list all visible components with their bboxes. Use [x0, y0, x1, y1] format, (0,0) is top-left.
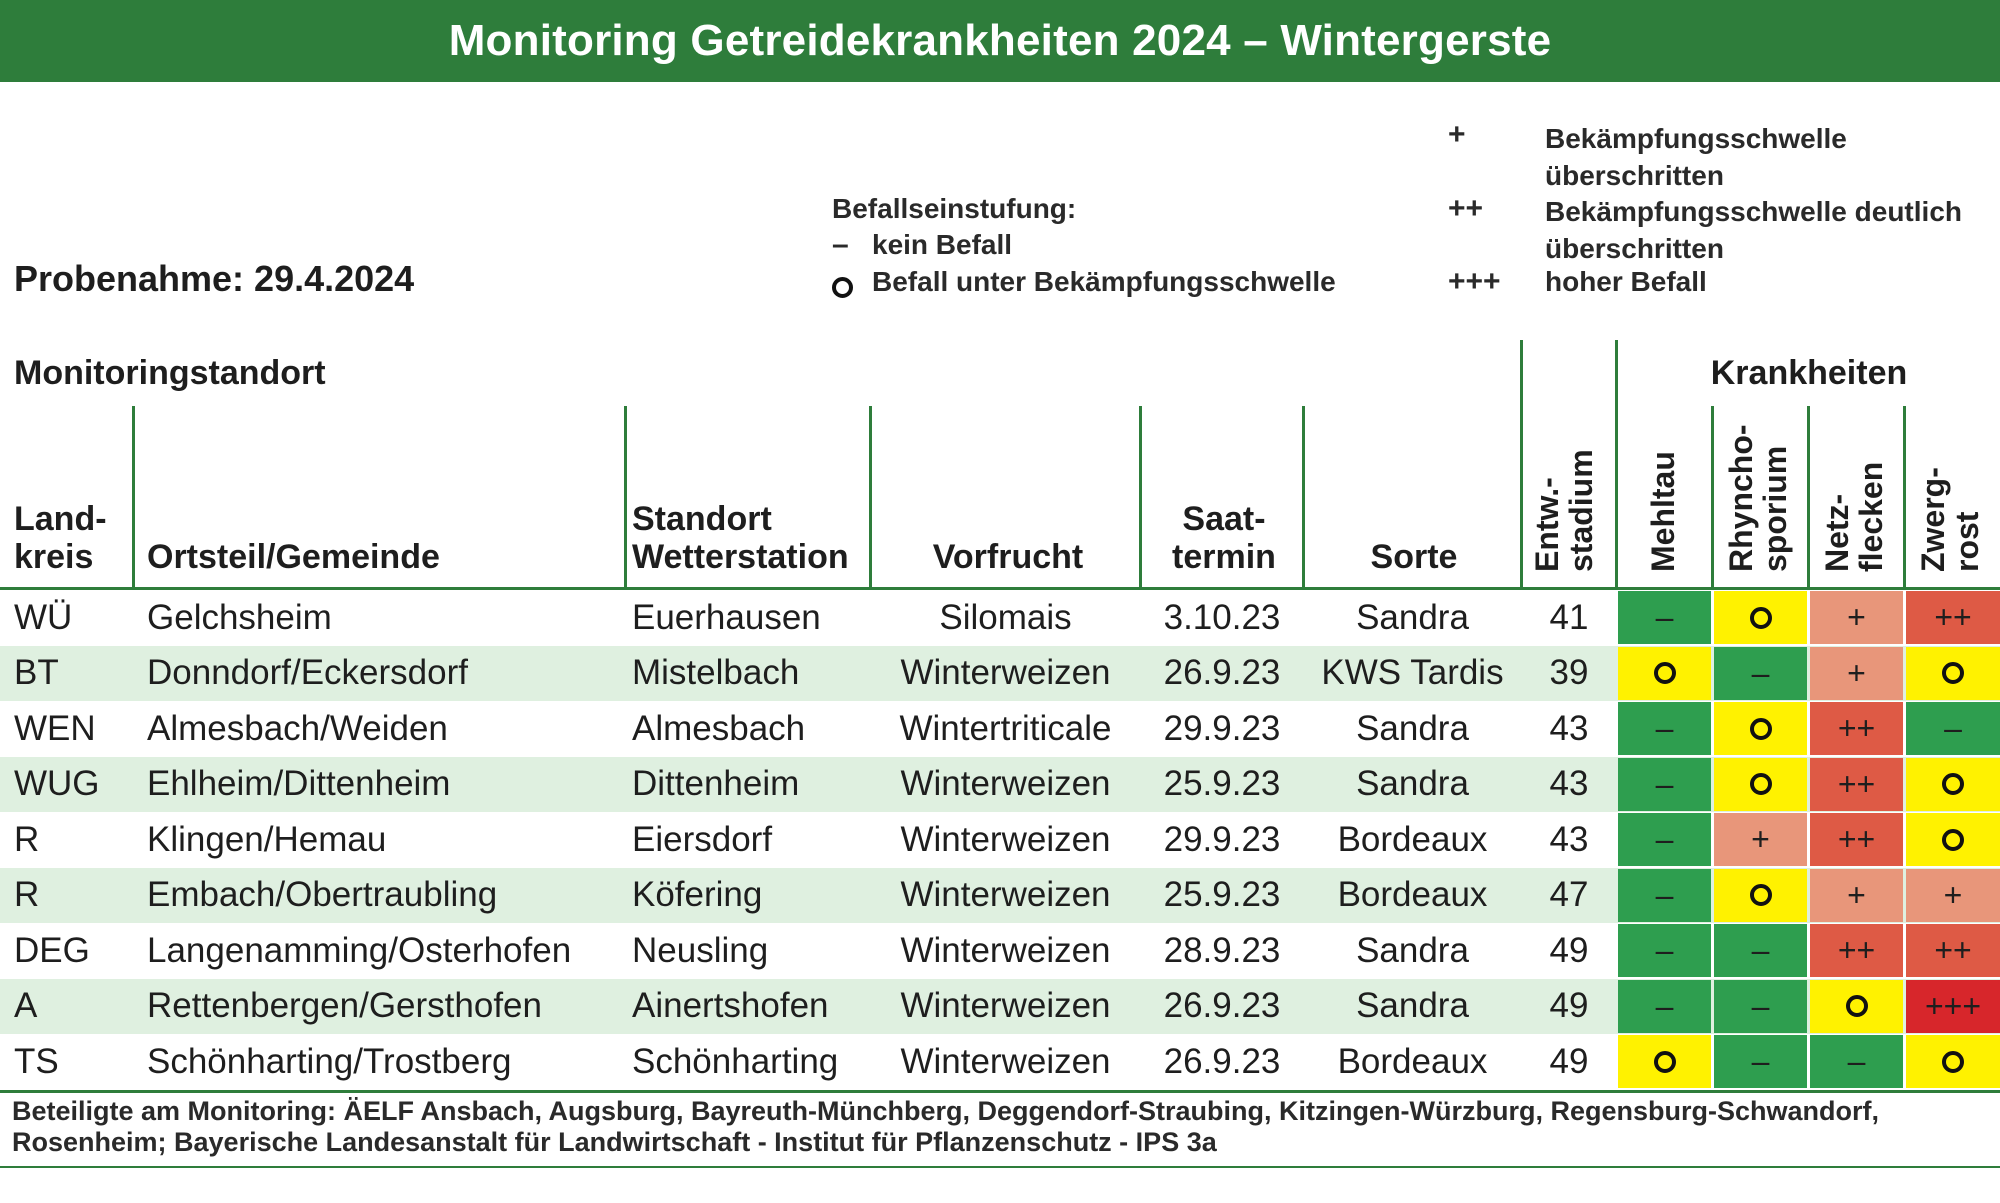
rating-symbol: ++	[1837, 710, 1876, 746]
cell-sorte: Sandra	[1356, 986, 1469, 1025]
legend-symbol-double-plus: ++	[1448, 192, 1484, 225]
cell-netzflecken	[1810, 924, 1903, 977]
cell-zwergrost	[1906, 980, 2000, 1033]
cell-standort: Mistelbach	[632, 653, 800, 692]
header-landkreis: Land- kreis	[14, 500, 107, 576]
cell-mehltau	[1618, 1035, 1711, 1088]
section-diseases: Krankheiten	[1710, 354, 1908, 392]
cell-stadium: 43	[1549, 764, 1589, 803]
cell-landkreis: BT	[14, 653, 59, 692]
cell-stadium: 49	[1549, 986, 1589, 1025]
circle-icon	[1846, 995, 1868, 1017]
header-divider	[1711, 406, 1714, 588]
circle-icon	[1942, 662, 1964, 684]
cell-standort: Köfering	[632, 875, 763, 914]
cell-mehltau	[1618, 869, 1711, 922]
cell-standort: Euerhausen	[632, 597, 821, 637]
rating-symbol: +++	[1924, 987, 1982, 1024]
cell-vorfrucht: Winterweizen	[900, 875, 1111, 914]
rating-symbol: –	[1751, 654, 1770, 691]
rating-symbol: –	[1655, 821, 1674, 857]
cell-standort: Almesbach	[632, 708, 806, 748]
rating-symbol: +	[1847, 876, 1866, 913]
circle-icon	[832, 272, 853, 306]
circle-icon	[1750, 718, 1772, 740]
cell-sorte: KWS Tardis	[1321, 653, 1504, 692]
rating-symbol: –	[1751, 932, 1770, 968]
cell-mehltau	[1618, 647, 1711, 700]
table-row	[0, 646, 2000, 701]
legend-text-triple-plus: hoher Befall	[1545, 266, 1707, 297]
rating-symbol: +	[1847, 654, 1866, 691]
cell-zwergrost	[1906, 758, 2000, 811]
legend-text-below-threshold: Befall unter Bekämpfungsschwelle	[872, 266, 1336, 297]
rating-symbol: –	[1655, 932, 1674, 968]
table-bottom-line	[0, 1090, 2000, 1093]
table-row	[0, 979, 2000, 1034]
cell-mehltau	[1618, 813, 1711, 866]
header-vorfrucht: Vorfrucht	[932, 538, 1084, 576]
header-netzflecken: Netz- flecken	[1819, 461, 1889, 572]
header-divider	[1807, 406, 1810, 588]
header-zwergrost: Zwerg- rost	[1915, 467, 1985, 572]
header-divider	[1520, 340, 1523, 588]
sampling-date: Probenahme: 29.4.2024	[14, 258, 415, 299]
cell-sorte: Sandra	[1356, 597, 1469, 637]
header-divider	[1903, 406, 1906, 588]
header-sorte: Sorte	[1370, 538, 1458, 576]
cell-sorte: Bordeaux	[1337, 875, 1488, 914]
cell-saattermin: 26.9.23	[1163, 986, 1281, 1025]
circle-icon	[1942, 773, 1964, 795]
cell-rhynchosporium	[1714, 980, 1807, 1033]
header-divider	[624, 406, 627, 588]
cell-rhynchosporium	[1714, 647, 1807, 700]
cell-ortsteil: Ehlheim/Dittenheim	[147, 764, 451, 803]
cell-rhynchosporium	[1714, 591, 1807, 644]
cell-mehltau	[1618, 591, 1711, 644]
legend-symbol-triple-plus: +++	[1448, 265, 1501, 298]
legend-text-plus: Bekämpfungsschwelle überschritten	[1545, 123, 1847, 191]
cell-ortsteil: Langenamming/Osterhofen	[147, 930, 572, 970]
legend-text-double-plus: Bekämpfungsschwelle deutlich überschritten	[1545, 196, 1962, 264]
cell-ortsteil: Embach/Obertraubling	[147, 875, 498, 914]
header-divider	[132, 406, 135, 588]
circle-icon	[1654, 662, 1676, 684]
cell-vorfrucht: Winterweizen	[900, 764, 1111, 803]
cell-vorfrucht: Winterweizen	[900, 986, 1111, 1025]
table-row	[0, 701, 2000, 756]
cell-standort: Eiersdorf	[632, 819, 773, 859]
cell-stadium: 39	[1549, 653, 1589, 692]
cell-mehltau	[1618, 702, 1711, 755]
table-row	[0, 757, 2000, 812]
rating-symbol: ++	[1837, 932, 1876, 968]
cell-stadium: 43	[1549, 708, 1589, 748]
table-row	[0, 812, 2000, 867]
cell-saattermin: 26.9.23	[1163, 1041, 1281, 1081]
rating-symbol: –	[1655, 987, 1674, 1024]
cell-ortsteil: Klingen/Hemau	[147, 819, 387, 859]
cell-zwergrost	[1906, 591, 2000, 644]
cell-netzflecken	[1810, 869, 1903, 922]
cell-saattermin: 29.9.23	[1163, 819, 1281, 859]
cell-netzflecken	[1810, 813, 1903, 866]
rating-symbol: +	[1847, 599, 1866, 635]
cell-ortsteil: Almesbach/Weiden	[147, 708, 448, 748]
cell-sorte: Sandra	[1356, 930, 1469, 970]
cell-rhynchosporium	[1714, 869, 1807, 922]
header-rhynchosporium: Rhyncho- sporium	[1723, 424, 1793, 572]
legend-heading: Befallseinstufung:	[832, 193, 1077, 224]
footer-note: Beteiligte am Monitoring: ÄELF Ansbach, Augsburg, Bayreuth-Münchberg, Deggendorf-Straubing, Kitzingen-Würzburg, Regensburg-Schwandorf, Rosenheim; Bayerische Landesanstalt für Landwirtschaft - Institut für Pflanzenschutz - IPS 3a	[12, 1096, 1879, 1157]
page-title: Monitoring Getreidekrankheiten 2024 – Wintergerste	[448, 16, 1552, 65]
section-location: Monitoringstandort	[14, 354, 326, 392]
cell-mehltau	[1618, 924, 1711, 977]
cell-netzflecken	[1810, 758, 1903, 811]
header-ortsteil: Ortsteil/Gemeinde	[147, 538, 440, 576]
cell-stadium: 43	[1549, 819, 1589, 859]
cell-rhynchosporium	[1714, 758, 1807, 811]
header-divider	[869, 406, 872, 588]
cell-vorfrucht: Wintertriticale	[899, 708, 1112, 748]
cell-netzflecken	[1810, 647, 1903, 700]
legend-text-none: kein Befall	[872, 229, 1013, 260]
cell-mehltau	[1618, 980, 1711, 1033]
cell-stadium: 49	[1549, 1041, 1589, 1081]
cell-sorte: Sandra	[1356, 764, 1469, 803]
rating-symbol: –	[1655, 599, 1674, 635]
table-row	[0, 1034, 2000, 1089]
cell-saattermin: 25.9.23	[1163, 764, 1281, 803]
cell-ortsteil: Schönharting/Trostberg	[147, 1041, 512, 1081]
cell-landkreis: WÜ	[14, 597, 73, 637]
rating-symbol: –	[1847, 1043, 1866, 1079]
cell-rhynchosporium	[1714, 702, 1807, 755]
cell-netzflecken	[1810, 702, 1903, 755]
table-row	[0, 923, 2000, 978]
circle-icon	[1654, 1051, 1676, 1073]
rating-symbol: –	[1944, 710, 1962, 746]
cell-stadium: 49	[1549, 930, 1589, 970]
cell-rhynchosporium	[1714, 924, 1807, 977]
rating-symbol: ++	[1934, 932, 1972, 968]
legend-symbol-plus: +	[1448, 118, 1466, 151]
cell-saattermin: 3.10.23	[1163, 597, 1281, 637]
cell-vorfrucht: Silomais	[939, 597, 1072, 637]
rating-symbol: –	[1751, 987, 1770, 1024]
cell-netzflecken	[1810, 1035, 1903, 1088]
title-bar	[0, 0, 2000, 82]
cell-mehltau	[1618, 758, 1711, 811]
cell-netzflecken	[1810, 980, 1903, 1033]
cell-netzflecken	[1810, 591, 1903, 644]
cell-zwergrost	[1906, 869, 2000, 922]
table-row	[0, 590, 2000, 645]
rating-symbol: +	[1943, 876, 1963, 913]
cell-landkreis: A	[14, 986, 38, 1025]
cell-vorfrucht: Winterweizen	[900, 930, 1111, 970]
cell-landkreis: WEN	[14, 708, 96, 748]
cell-sorte: Sandra	[1356, 708, 1469, 748]
cell-landkreis: R	[14, 819, 40, 859]
cell-ortsteil: Donndorf/Eckersdorf	[147, 653, 468, 692]
cell-standort: Neusling	[632, 930, 769, 970]
cell-zwergrost	[1906, 702, 2000, 755]
cell-zwergrost	[1906, 813, 2000, 866]
header-standort: Standort Wetterstation	[632, 500, 849, 576]
cell-saattermin: 26.9.23	[1163, 653, 1281, 692]
cell-sorte: Bordeaux	[1337, 1041, 1488, 1081]
cell-vorfrucht: Winterweizen	[900, 819, 1111, 859]
cell-saattermin: 29.9.23	[1163, 708, 1281, 748]
rating-symbol: –	[1655, 876, 1674, 913]
cell-sorte: Bordeaux	[1337, 819, 1488, 859]
circle-icon	[1750, 607, 1772, 629]
cell-stadium: 47	[1549, 875, 1589, 914]
header-entwicklungsstadium: Entw.- stadium	[1529, 449, 1599, 572]
cell-zwergrost	[1906, 924, 2000, 977]
rating-symbol: +	[1751, 821, 1770, 857]
header-divider	[1615, 340, 1618, 588]
footer-bottom-line	[0, 1166, 2000, 1168]
circle-icon	[1942, 829, 1964, 851]
cell-landkreis: R	[14, 875, 40, 914]
cell-rhynchosporium	[1714, 1035, 1807, 1088]
cell-saattermin: 28.9.23	[1163, 930, 1281, 970]
rating-symbol: –	[1655, 765, 1674, 802]
cell-vorfrucht: Winterweizen	[900, 1041, 1111, 1081]
table-row	[0, 868, 2000, 923]
cell-stadium: 41	[1549, 597, 1589, 637]
header-saattermin: Saat- termin	[1172, 500, 1276, 576]
rating-symbol: –	[1751, 1043, 1770, 1079]
legend-symbol-none: –	[832, 228, 849, 261]
rating-symbol: –	[1655, 710, 1674, 746]
circle-icon	[1942, 1051, 1964, 1073]
cell-landkreis: DEG	[14, 930, 90, 970]
header-mehltau: Mehltau	[1645, 451, 1681, 572]
cell-vorfrucht: Winterweizen	[900, 653, 1111, 692]
cell-rhynchosporium	[1714, 813, 1807, 866]
cell-standort: Schönharting	[632, 1041, 839, 1081]
rating-symbol: ++	[1934, 599, 1972, 635]
cell-zwergrost	[1906, 647, 2000, 700]
cell-standort: Dittenheim	[632, 764, 800, 803]
circle-icon	[1750, 773, 1772, 795]
cell-ortsteil: Rettenbergen/Gersthofen	[147, 986, 542, 1025]
cell-zwergrost	[1906, 1035, 2000, 1088]
rating-symbol: ++	[1837, 765, 1876, 802]
cell-standort: Ainertshofen	[632, 986, 829, 1025]
cell-landkreis: TS	[14, 1041, 59, 1081]
cell-saattermin: 25.9.23	[1163, 875, 1281, 914]
header-divider	[1302, 406, 1305, 588]
circle-icon	[1750, 884, 1772, 906]
header-divider	[1139, 406, 1142, 588]
cell-ortsteil: Gelchsheim	[147, 597, 332, 637]
cell-landkreis: WUG	[14, 764, 100, 803]
rating-symbol: ++	[1837, 821, 1876, 857]
